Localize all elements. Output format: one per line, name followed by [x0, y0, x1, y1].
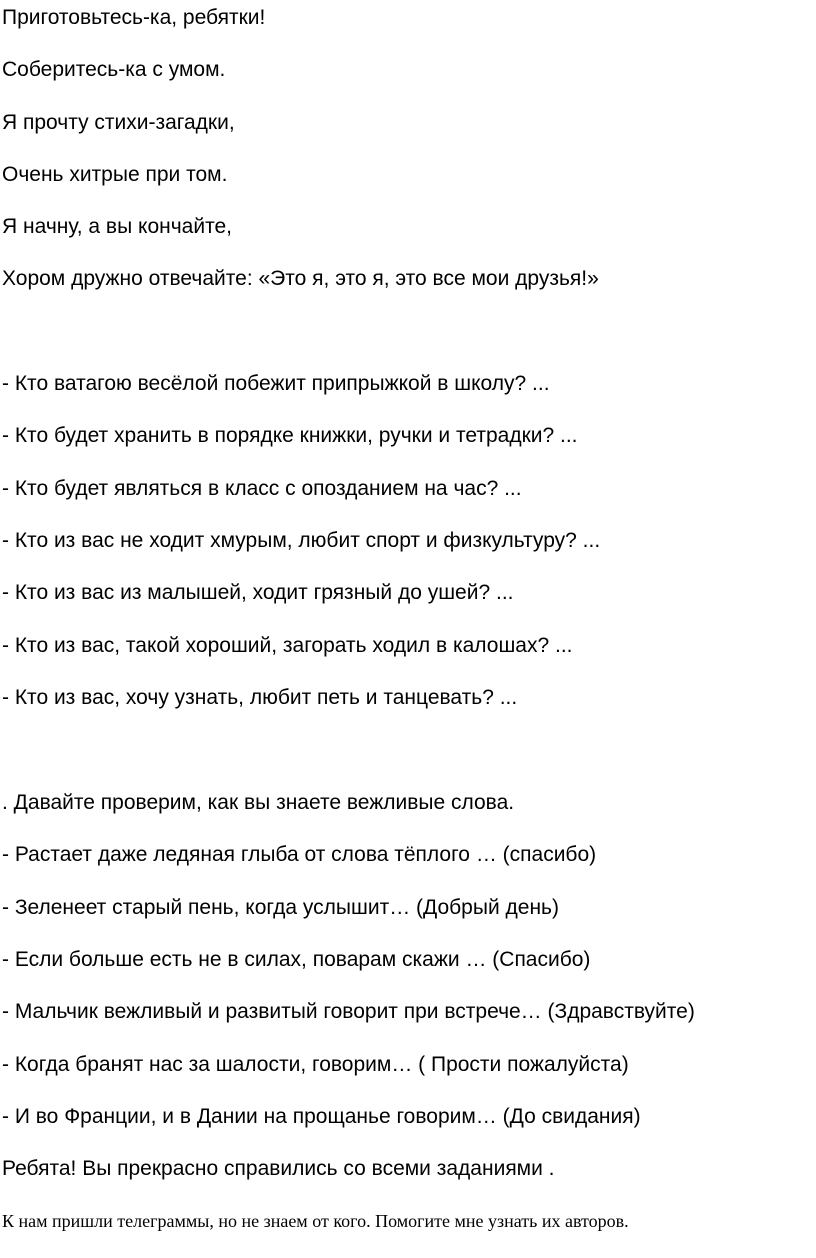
telegrams-line: К нам пришли телеграммы, но не знаем от кого. Помогите мне узнать их авторов. [2, 1211, 629, 1231]
polite-words-line: - Мальчик вежливый и развитый говорит при встрече… (Здравствуйте) [2, 1000, 695, 1023]
riddle-question: - Кто из вас, хочу узнать, любит петь и танцевать? ... [2, 686, 518, 709]
polite-words-line: - Зеленеет старый пень, когда услышит… (Добрый день) [2, 896, 559, 919]
polite-words-line: - Если больше есть не в силах, поварам скажи … (Спасибо) [2, 948, 591, 971]
riddle-question: - Кто из вас, такой хороший, загорать ходил в калошах? ... [2, 634, 573, 657]
polite-words-heading: . Давайте проверим, как вы знаете вежливые слова. [2, 791, 515, 814]
intro-line: Я начну, а вы кончайте, [2, 215, 232, 238]
polite-words-line: - Растает даже ледяная глыба от слова тёплого … (спасибо) [2, 843, 597, 866]
intro-line: Я прочту стихи-загадки, [2, 111, 235, 134]
riddle-question: - Кто из вас из малышей, ходит грязный до ушей? ... [2, 581, 514, 604]
riddle-question: - Кто из вас не ходит хмурым, любит спорт и физкультуру? ... [2, 529, 601, 552]
intro-line: Приготовьтесь-ка, ребятки! [2, 6, 266, 29]
intro-line: Очень хитрые при том. [2, 163, 228, 186]
polite-words-line: - Когда бранят нас за шалости, говорим… ( Прости пожалуйста) [2, 1053, 629, 1076]
riddle-question: - Кто ватагою весёлой побежит припрыжкой в школу? ... [2, 372, 550, 395]
closing-line: Ребята! Вы прекрасно справились со всеми заданиями . [2, 1157, 555, 1180]
intro-line: Соберитесь-ка с умом. [2, 58, 226, 81]
polite-words-line: - И во Франции, и в Дании на прощанье говорим… (До свидания) [2, 1105, 641, 1128]
riddle-question: - Кто будет хранить в порядке книжки, ручки и тетрадки? ... [2, 424, 578, 447]
riddle-question: - Кто будет являться в класс с опозданием на час? ... [2, 477, 522, 500]
intro-line: Хором дружно отвечайте: «Это я, это я, это все мои друзья!» [2, 267, 599, 290]
